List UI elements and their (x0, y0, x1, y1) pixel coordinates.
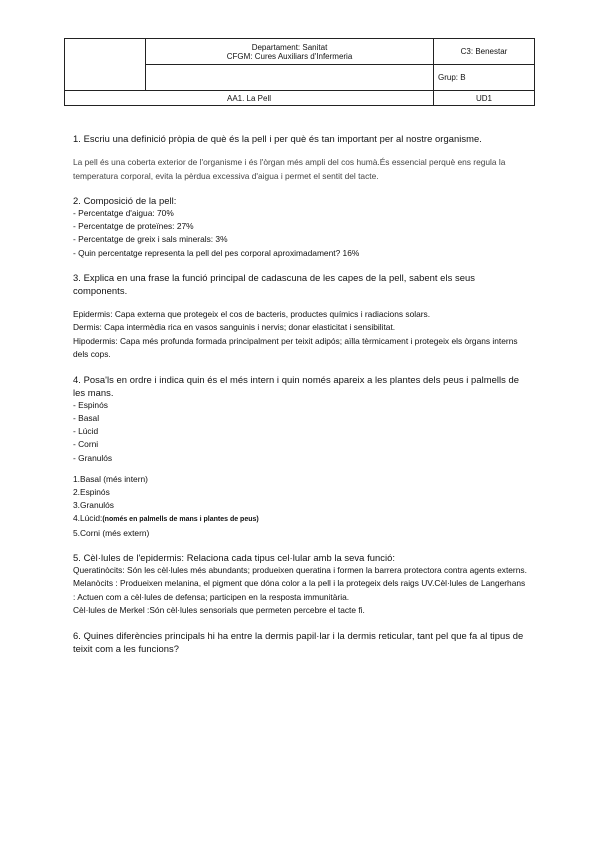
ordered-layers-list (73, 473, 528, 540)
list-item: - Basal (73, 413, 100, 424)
list-item: - Corni (73, 439, 99, 450)
course-label: CFGM: Cures Auxiliars d'Infermeria (226, 51, 353, 61)
question-3: 3. Explica en una frase la funció principal de cadascuna de les capes de la pell, sabent els seus components. (73, 271, 475, 296)
answer-hipodermis: Hipodermis: Capa més profunda formada principalment per teixit adipós; aïlla tèrmicament i protegeix els òrgans interns dels cops. (73, 335, 518, 360)
list-item: - Percentatge de proteïnes: 27% (73, 221, 194, 232)
list-item: 2.Espinós (73, 487, 110, 498)
unit-cell: UD1 (434, 91, 535, 106)
module-cell: C3: Benestar (434, 39, 535, 65)
department-cell (146, 39, 434, 65)
list-item: - Granulós (73, 452, 113, 463)
answer-1: La pell és una coberta exterior de l'organisme i és l'òrgan més ampli del cos humà.És essencial perquè ens regula la temperatura corporal, evita la pèrdua excessiva d'aigua i permet el sentit del tacte. (73, 157, 506, 181)
group-cell: Grup: B (434, 65, 535, 91)
logo-cell (65, 39, 146, 91)
list-item: - Espinós (73, 399, 108, 410)
lucid-label: 4.Lúcid: (73, 513, 103, 524)
answer-queratinocits: Queratinòcits: Són les cèl·lules més abundants; produeixen queratina i formen la barrera protectora contra agents externs. (73, 564, 527, 575)
list-item: - Percentatge de greix i sals minerals: 3% (73, 234, 228, 245)
activity-cell: AA1. La Pell (65, 91, 434, 106)
question-1: 1. Escriu una definició pròpia de què és la pell i per què és tan important per al nostre organisme. (73, 133, 482, 144)
header-table (64, 38, 535, 106)
layers-list (73, 399, 528, 465)
answer-merkel: Cèl·lules de Merkel :Són cèl·lules sensorials que permeten percebre el tacte fi. (73, 605, 365, 616)
list-item (73, 512, 528, 526)
answer-dermis: Dermis: Capa intermèdia rica en vasos sanguinis i nervis; donar elasticitat i sensibilitat. (73, 322, 396, 333)
list-item: 3.Granulós (73, 500, 114, 511)
answer-epidermis: Epidermis: Capa externa que protegeix el cos de bacteris, productes químics i radiacions solars. (73, 308, 431, 319)
document-body (73, 132, 528, 655)
list-item: - Lúcid (73, 426, 99, 437)
question-5: 5. Cèl·lules de l'epidermis: Relaciona cada tipus cel·lular amb la seva funció: (73, 551, 396, 563)
answer-melanocits: Melanòcits : Produeixen melanina, el pigment que dóna color a la pell i la protegeix dels raigs UV.Cèl·lules de Langerhans : Actuen com a cèl·lules de defensa; participen en la resposta immunitària. (73, 578, 526, 602)
blank-cell (146, 65, 434, 91)
question-6: 6. Quines diferències principals hi ha entre la dermis papil·lar i la dermis reticular, tant pel que fa al tipus de teixit com a les funcions? (73, 629, 524, 654)
question-2: 2. Composició de la pell: (73, 195, 177, 206)
department-label: Departament: Sanitat (251, 42, 328, 52)
list-item: - Quin percentatge representa la pell del pes corporal aproximadament? 16% (73, 247, 360, 258)
list-item: 5.Corni (més extern) (73, 527, 150, 538)
list-item: 1.Basal (més intern) (73, 473, 148, 484)
composition-list (73, 207, 528, 260)
question-4: 4. Posa'ls en ordre i indica quin és el més intern i quin només apareix a les plantes dels peus i palmells de les mans. (73, 373, 520, 398)
list-item: - Percentatge d'aigua: 70% (73, 208, 174, 218)
lucid-note: (només en palmells de mans i plantes de peus) (102, 516, 259, 524)
